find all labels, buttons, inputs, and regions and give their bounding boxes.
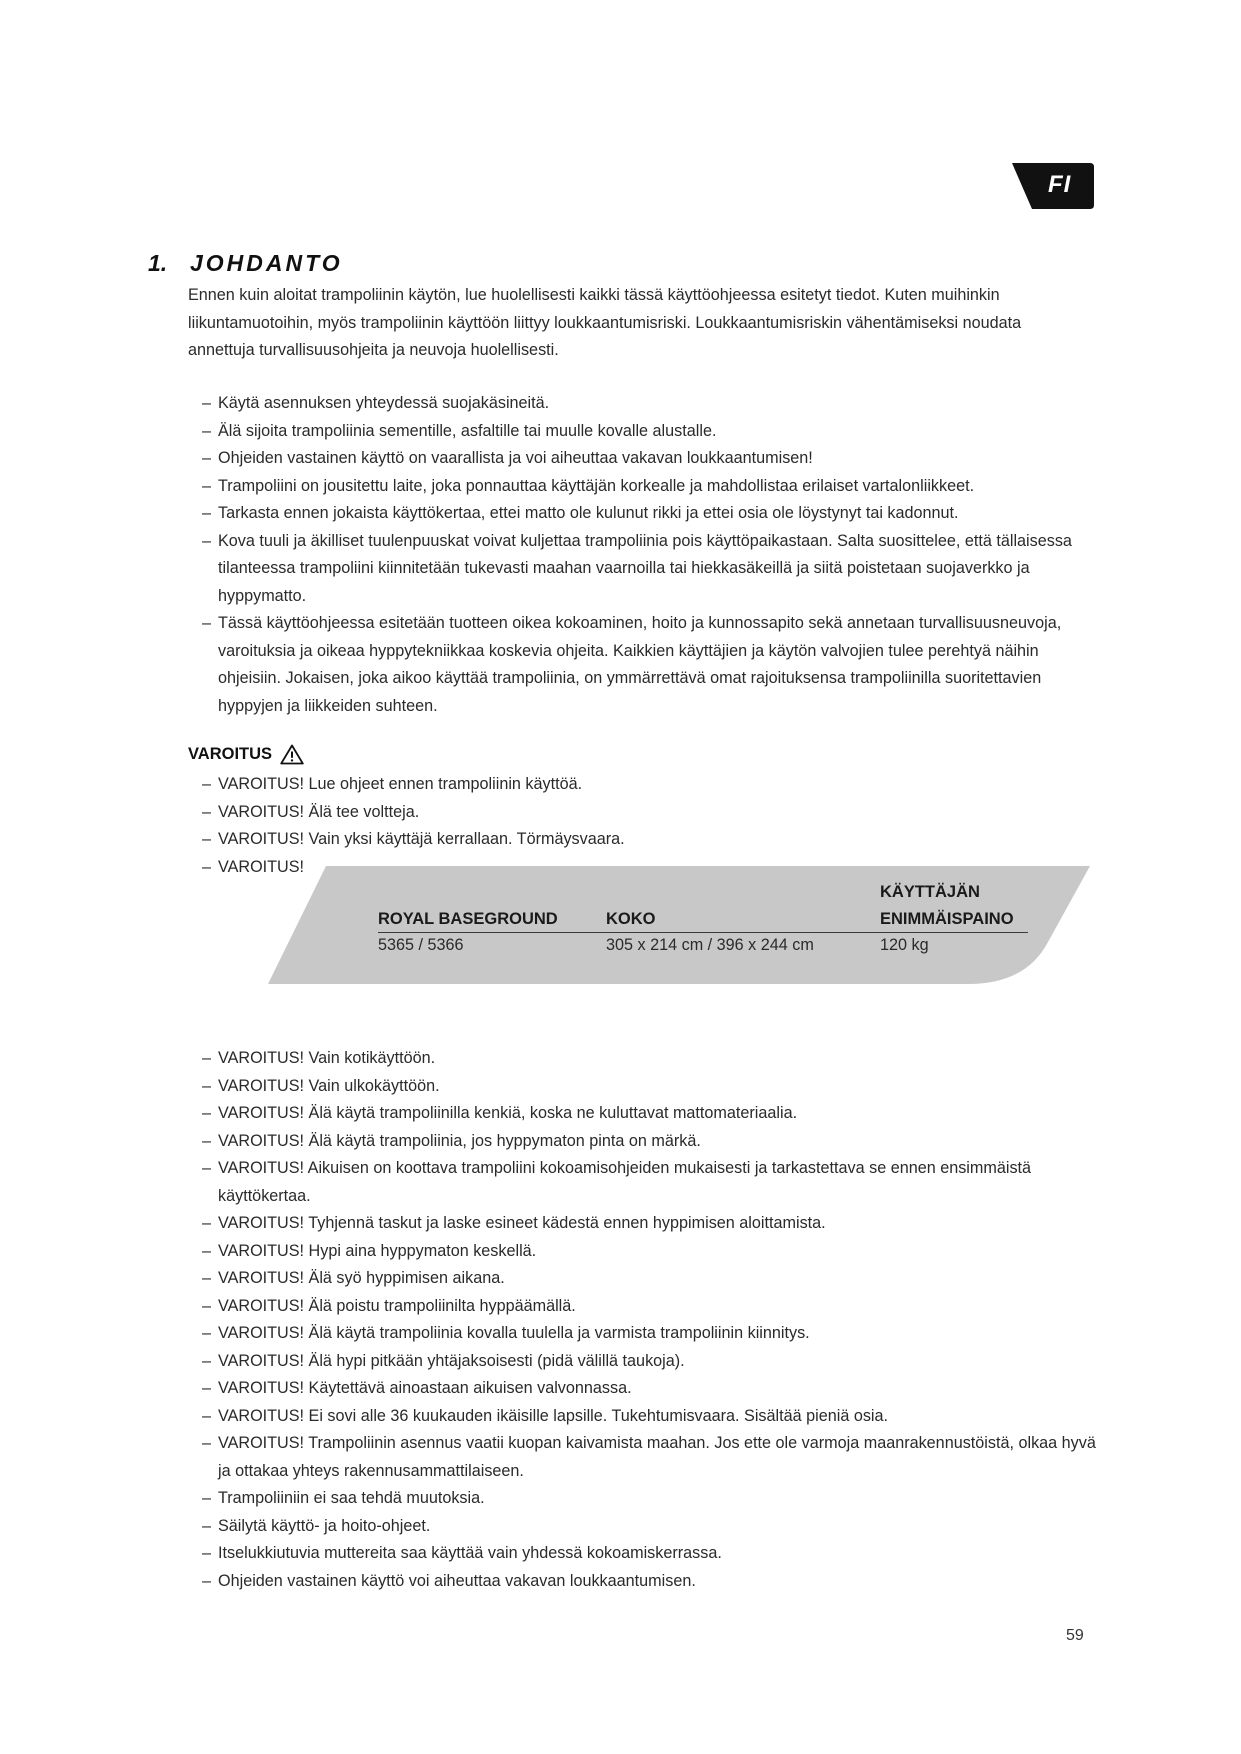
list-item: – Ohjeiden vastainen käyttö on vaarallista ja voi aiheuttaa vakavan loukkaantumisen!: [202, 449, 813, 467]
list-item: – VAROITUS! Vain yksi käyttäjä kerrallaan. Törmäysvaara.: [202, 830, 625, 848]
column-header-weight-line2: ENIMMÄISPAINO: [880, 910, 1014, 928]
list-item: – VAROITUS! Älä käytä trampoliinia kovalla tuulella ja varmista trampoliinin kiinnitys.: [202, 1324, 810, 1342]
column-header-weight-line1: KÄYTTÄJÄN: [880, 883, 980, 901]
list-item: – Säilytä käyttö- ja hoito-ohjeet.: [202, 1516, 431, 1535]
header-rule: [378, 932, 1028, 933]
list-item: – Trampoliini on jousitettu laite, joka ponnauttaa käyttäjän korkealle ja mahdollistaa erilaiset vartalonliikkeet.: [202, 476, 975, 495]
list-item: – VAROITUS! Älä hypi pitkään yhtäjaksoisesti (pidä välillä taukoja).: [202, 1351, 685, 1370]
list-item: – VAROITUS! Älä syö hyppimisen aikana.: [202, 1269, 505, 1287]
list-item: – VAROITUS! Trampoliinin asennus vaatii kuopan kaivamista maahan. Jos ette ole varmoja maanrakennustöistä, olkaa hyvä ja ottakaa yhteys rakennusammattilaiseen.: [202, 1434, 1096, 1480]
list-item: – VAROITUS! Aikuisen on koottava trampoliini kokoamisohjeiden mukaisesti ja tarkastettava se ennen ensimmäistä käyttökertaa.: [202, 1159, 1032, 1205]
list-item: – VAROITUS! Vain ulkokäyttöön.: [202, 1076, 440, 1095]
list-item: – Ohjeiden vastainen käyttö voi aiheuttaa vakavan loukkaantumisen.: [202, 1571, 696, 1590]
list-item: – VAROITUS! Käytettävä ainoastaan aikuisen valvonnassa.: [202, 1379, 632, 1397]
list-item: – VAROITUS! Älä tee voltteja.: [202, 802, 420, 821]
list-item: – Tässä käyttöohjeessa esitetään tuotteen oikea kokoaminen, hoito ja kunnossapito sekä annetaan turvallisuusneuvoja, varoituksia ja oikeaa hyppytekniikkaa koskevia ohjeita. Kaikkien käyttäjien ja käytön valvojien tulee perehtyä näihin ohjeisiin. Jokaisen, joka aikoo käyttää trampoliinia, on ymmärrettävä omat rajoituksensa trampoliinilla suoritettavien hyppyjen ja liikkeiden suhteen.: [202, 614, 1062, 715]
list-item: – Tarkasta ennen jokaista käyttökertaa, ettei matto ole kulunut rikki ja ettei osia ole löystynyt tai kadonnut.: [202, 504, 959, 522]
page-number: 59: [1066, 1627, 1084, 1644]
list-item: – VAROITUS! Tyhjennä taskut ja laske esineet kädestä ennen hyppimisen aloittamista.: [202, 1214, 826, 1232]
warning-heading: [188, 744, 304, 765]
list-item: – Älä sijoita trampoliinia sementille, asfaltille tai muulle kovalle alustalle.: [202, 421, 717, 440]
list-item: – VAROITUS! Älä käytä trampoliinia, jos hyppymaton pinta on märkä.: [202, 1131, 701, 1150]
list-item: – VAROITUS! Älä poistu trampoliinilta hyppäämällä.: [202, 1296, 576, 1315]
cell-max-weight: 120 kg: [880, 936, 929, 954]
section-title-text: JOHDANTO: [190, 250, 343, 276]
language-code: FI: [1048, 171, 1072, 198]
warning-list-top: [202, 771, 1082, 881]
list-item: – Kova tuuli ja äkilliset tuulenpuuskat voivat kuljettaa trampoliinia pois käyttöpaikastaan. Salta suosittelee, että tällaisessa tilanteessa trampoliini kiinnitetään tukevasti maahan vaarnoilla tai hiekkasäkeillä ja siitä poistetaan suojaverkko ja hyppymatto.: [202, 531, 1072, 605]
column-header-model: ROYAL BASEGROUND: [378, 910, 558, 928]
section-number: 1.: [148, 250, 168, 276]
safety-list: [202, 390, 1082, 720]
section-title: [148, 250, 343, 277]
list-item: – Käytä asennuksen yhteydessä suojakäsineitä.: [202, 394, 550, 412]
column-header-size: KOKO: [606, 910, 656, 928]
list-item: – VAROITUS! Vain kotikäyttöön.: [202, 1049, 436, 1067]
intro-paragraph: Ennen kuin aloitat trampoliinin käytön, lue huolellisesti kaikki tässä käyttöohjeessa esitetyt tiedot. Kuten muihinkin liikuntamuotoihin, myös trampoliinin käyttöön liittyy loukkaantumisriski. Loukkaantumisriskin vähentämiseksi noudata annettuja turvallisuusohjeita ja neuvoja huolellisesti.: [188, 286, 1022, 359]
warning-list-bottom: [202, 1045, 1102, 1595]
cell-model: 5365 / 5366: [378, 936, 464, 954]
list-item: – VAROITUS!: [202, 857, 305, 876]
list-item: – VAROITUS! Lue ohjeet ennen trampoliinin käyttöä.: [202, 775, 583, 793]
list-item: – VAROITUS! Hypi aina hyppymaton keskellä.: [202, 1241, 537, 1260]
warning-triangle-icon: [280, 744, 304, 765]
warning-heading-text: VAROITUS: [188, 745, 273, 763]
language-tab: [1012, 163, 1094, 209]
list-item: – Trampoliiniin ei saa tehdä muutoksia.: [202, 1489, 485, 1507]
spec-table: [268, 866, 1090, 984]
list-item: – VAROITUS! Älä käytä trampoliinilla kenkiä, koska ne kuluttavat mattomateriaalia.: [202, 1104, 798, 1122]
list-item: – VAROITUS! Ei sovi alle 36 kuukauden ikäisille lapsille. Tukehtumisvaara. Sisältää pieniä osia.: [202, 1406, 889, 1425]
cell-size: 305 x 214 cm / 396 x 244 cm: [606, 936, 814, 954]
list-item: – Itselukkiutuvia muttereita saa käyttää vain yhdessä kokoamiskerrassa.: [202, 1544, 722, 1562]
